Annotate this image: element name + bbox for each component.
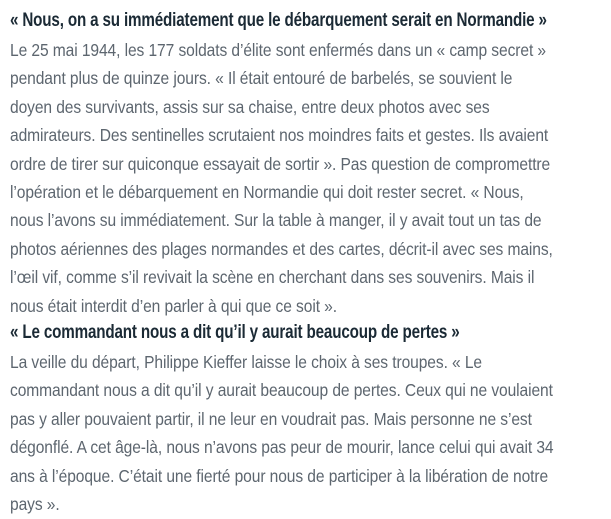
paragraph-line: La veille du départ, Philippe Kieffer laisse le choix à ses troupes. « Le	[10, 352, 483, 373]
paragraph-line: l’œil vif, comme s’il revivait la scène en cherchant dans ses souvenirs. Mais il	[10, 267, 535, 288]
section-1-paragraph	[10, 36, 601, 320]
paragraph-line: ans à l’époque. C’était une fierté pour nous de participer à la libération de notre	[10, 465, 549, 486]
paragraph-line: photos aériennes des plages normandes et des cartes, décrit-il avec ses mains,	[10, 238, 553, 259]
section-2-paragraph	[10, 348, 601, 518]
paragraph-line: ordre de tirer sur quiconque essayait de sortir ». Pas question de compromettre	[10, 153, 551, 174]
paragraph-line: dégonflé. A cet âge-là, nous n’avons pas peur de mourir, lance celui qui avait 34	[10, 437, 554, 458]
paragraph-line: nous l’avons su immédiatement. Sur la table à manger, il y avait tout un tas de	[10, 210, 542, 231]
paragraph-line: commandant nous a dit qu’il y aurait beaucoup de pertes. Ceux qui ne voulaient	[10, 380, 553, 401]
paragraph-line: doyen des survivants, assis sur sa chaise, entre deux photos avec ses	[10, 96, 490, 117]
paragraph-line: pays ».	[10, 494, 60, 515]
paragraph-line: Le 25 mai 1944, les 177 soldats d’élite sont enfermés dans un « camp secret »	[10, 40, 547, 60]
paragraph-line: nous était interdit d’en parler à qui que ce soit ».	[10, 295, 337, 316]
article-body	[10, 8, 601, 519]
paragraph-line: pas y aller pouvaient partir, il ne leur en voudrait pas. Mais personne ne s’est	[10, 408, 532, 429]
paragraph-line: admirateurs. Des sentinelles scrutaient nos moindres faits et gestes. Ils avaient	[10, 125, 549, 146]
paragraph-line: pendant plus de quinze jours. « Il était entouré de barbelés, se souvient le	[10, 68, 513, 89]
paragraph-line: l’opération et le débarquement en Normandie qui doit rester secret. « Nous,	[10, 182, 524, 203]
section-1-heading: « Nous, on a su immédiatement que le débarquement serait en Normandie »	[10, 10, 547, 31]
section-2-heading: « Le commandant nous a dit qu’il y aurait beaucoup de pertes »	[10, 322, 460, 344]
